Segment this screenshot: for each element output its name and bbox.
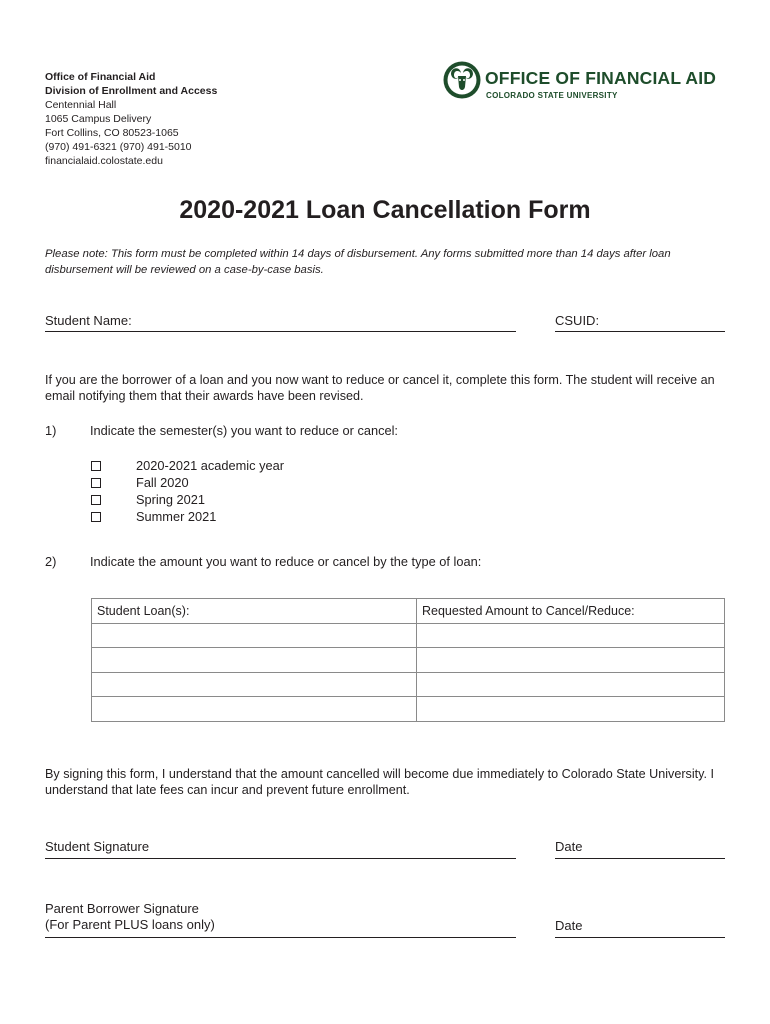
table-header-row bbox=[92, 599, 725, 624]
student-name-label: Student Name: bbox=[45, 313, 132, 328]
checkbox[interactable] bbox=[91, 478, 101, 488]
q1-text: Indicate the semester(s) you want to reduce or cancel: bbox=[90, 423, 398, 438]
loan-name-cell[interactable] bbox=[92, 648, 417, 673]
table-row bbox=[92, 672, 725, 697]
office-phones: (970) 491-6321 (970) 491-5010 bbox=[45, 141, 192, 153]
parent-signature-label: Parent Borrower Signature bbox=[45, 901, 199, 916]
student-signature-field[interactable] bbox=[45, 858, 516, 859]
office-building: Centennial Hall bbox=[45, 99, 117, 111]
office-street: 1065 Campus Delivery bbox=[45, 113, 152, 125]
loan-amount-cell[interactable] bbox=[417, 623, 725, 648]
parent-date-field[interactable] bbox=[555, 937, 725, 938]
csuid-label: CSUID: bbox=[555, 313, 600, 328]
loan-name-cell[interactable] bbox=[92, 697, 417, 722]
loan-table bbox=[91, 598, 725, 722]
office-name: Office of Financial Aid bbox=[45, 71, 156, 83]
agreement-paragraph: By signing this form, I understand that the amount cancelled will become due immediately to Colorado State University. I understand that late fees can incur and prevent future enrollment. bbox=[45, 767, 714, 797]
checkbox[interactable] bbox=[91, 512, 101, 522]
q2-number: 2) bbox=[45, 554, 57, 569]
intro-paragraph: If you are the borrower of a loan and you now want to reduce or cancel it, complete this form. The student will receive an email notifying them that their awards have been revised. bbox=[45, 373, 715, 403]
office-division: Division of Enrollment and Access bbox=[45, 85, 218, 97]
checkbox[interactable] bbox=[91, 461, 101, 471]
date-label: Date bbox=[555, 918, 583, 933]
office-website: financialaid.colostate.edu bbox=[45, 155, 163, 167]
loan-name-cell[interactable] bbox=[92, 623, 417, 648]
loan-amount-cell[interactable] bbox=[417, 697, 725, 722]
csuid-field[interactable] bbox=[555, 331, 725, 332]
header-student-loans: Student Loan(s): bbox=[92, 599, 417, 624]
loan-amount-cell[interactable] bbox=[417, 648, 725, 673]
table-row bbox=[92, 623, 725, 648]
checkbox[interactable] bbox=[91, 495, 101, 505]
logo-title: OFFICE OF FINANCIAL AID bbox=[485, 68, 717, 88]
student-signature-label: Student Signature bbox=[45, 839, 150, 854]
logo-subtitle: COLORADO STATE UNIVERSITY bbox=[486, 91, 618, 100]
parent-signature-field[interactable] bbox=[45, 937, 516, 938]
semester-option-label: Spring 2021 bbox=[136, 492, 206, 507]
date-label: Date bbox=[555, 839, 583, 854]
table-row bbox=[92, 697, 725, 722]
student-name-field[interactable] bbox=[45, 331, 516, 332]
table-row bbox=[92, 648, 725, 673]
loan-name-cell[interactable] bbox=[92, 672, 417, 697]
semester-option-label: 2020-2021 academic year bbox=[136, 458, 284, 473]
q2-text: Indicate the amount you want to reduce or cancel by the type of loan: bbox=[90, 554, 482, 569]
csu-ram-icon bbox=[442, 60, 482, 100]
q1-number: 1) bbox=[45, 423, 57, 438]
header-requested-amount: Requested Amount to Cancel/Reduce: bbox=[417, 599, 725, 624]
parent-plus-note: (For Parent PLUS loans only) bbox=[45, 917, 215, 932]
semester-option-label: Fall 2020 bbox=[136, 475, 189, 490]
deadline-note: Please note: This form must be completed within 14 days of disbursement. Any forms submitted more than 14 days after loan disbursement will be reviewed on a case-by-case basis. bbox=[45, 248, 671, 276]
student-date-field[interactable] bbox=[555, 858, 725, 859]
csu-logo bbox=[442, 60, 722, 104]
form-title: 2020-2021 Loan Cancellation Form bbox=[179, 196, 591, 224]
office-city: Fort Collins, CO 80523-1065 bbox=[45, 127, 179, 139]
office-address-block bbox=[45, 70, 217, 168]
semester-option-label: Summer 2021 bbox=[136, 509, 217, 524]
loan-amount-cell[interactable] bbox=[417, 672, 725, 697]
